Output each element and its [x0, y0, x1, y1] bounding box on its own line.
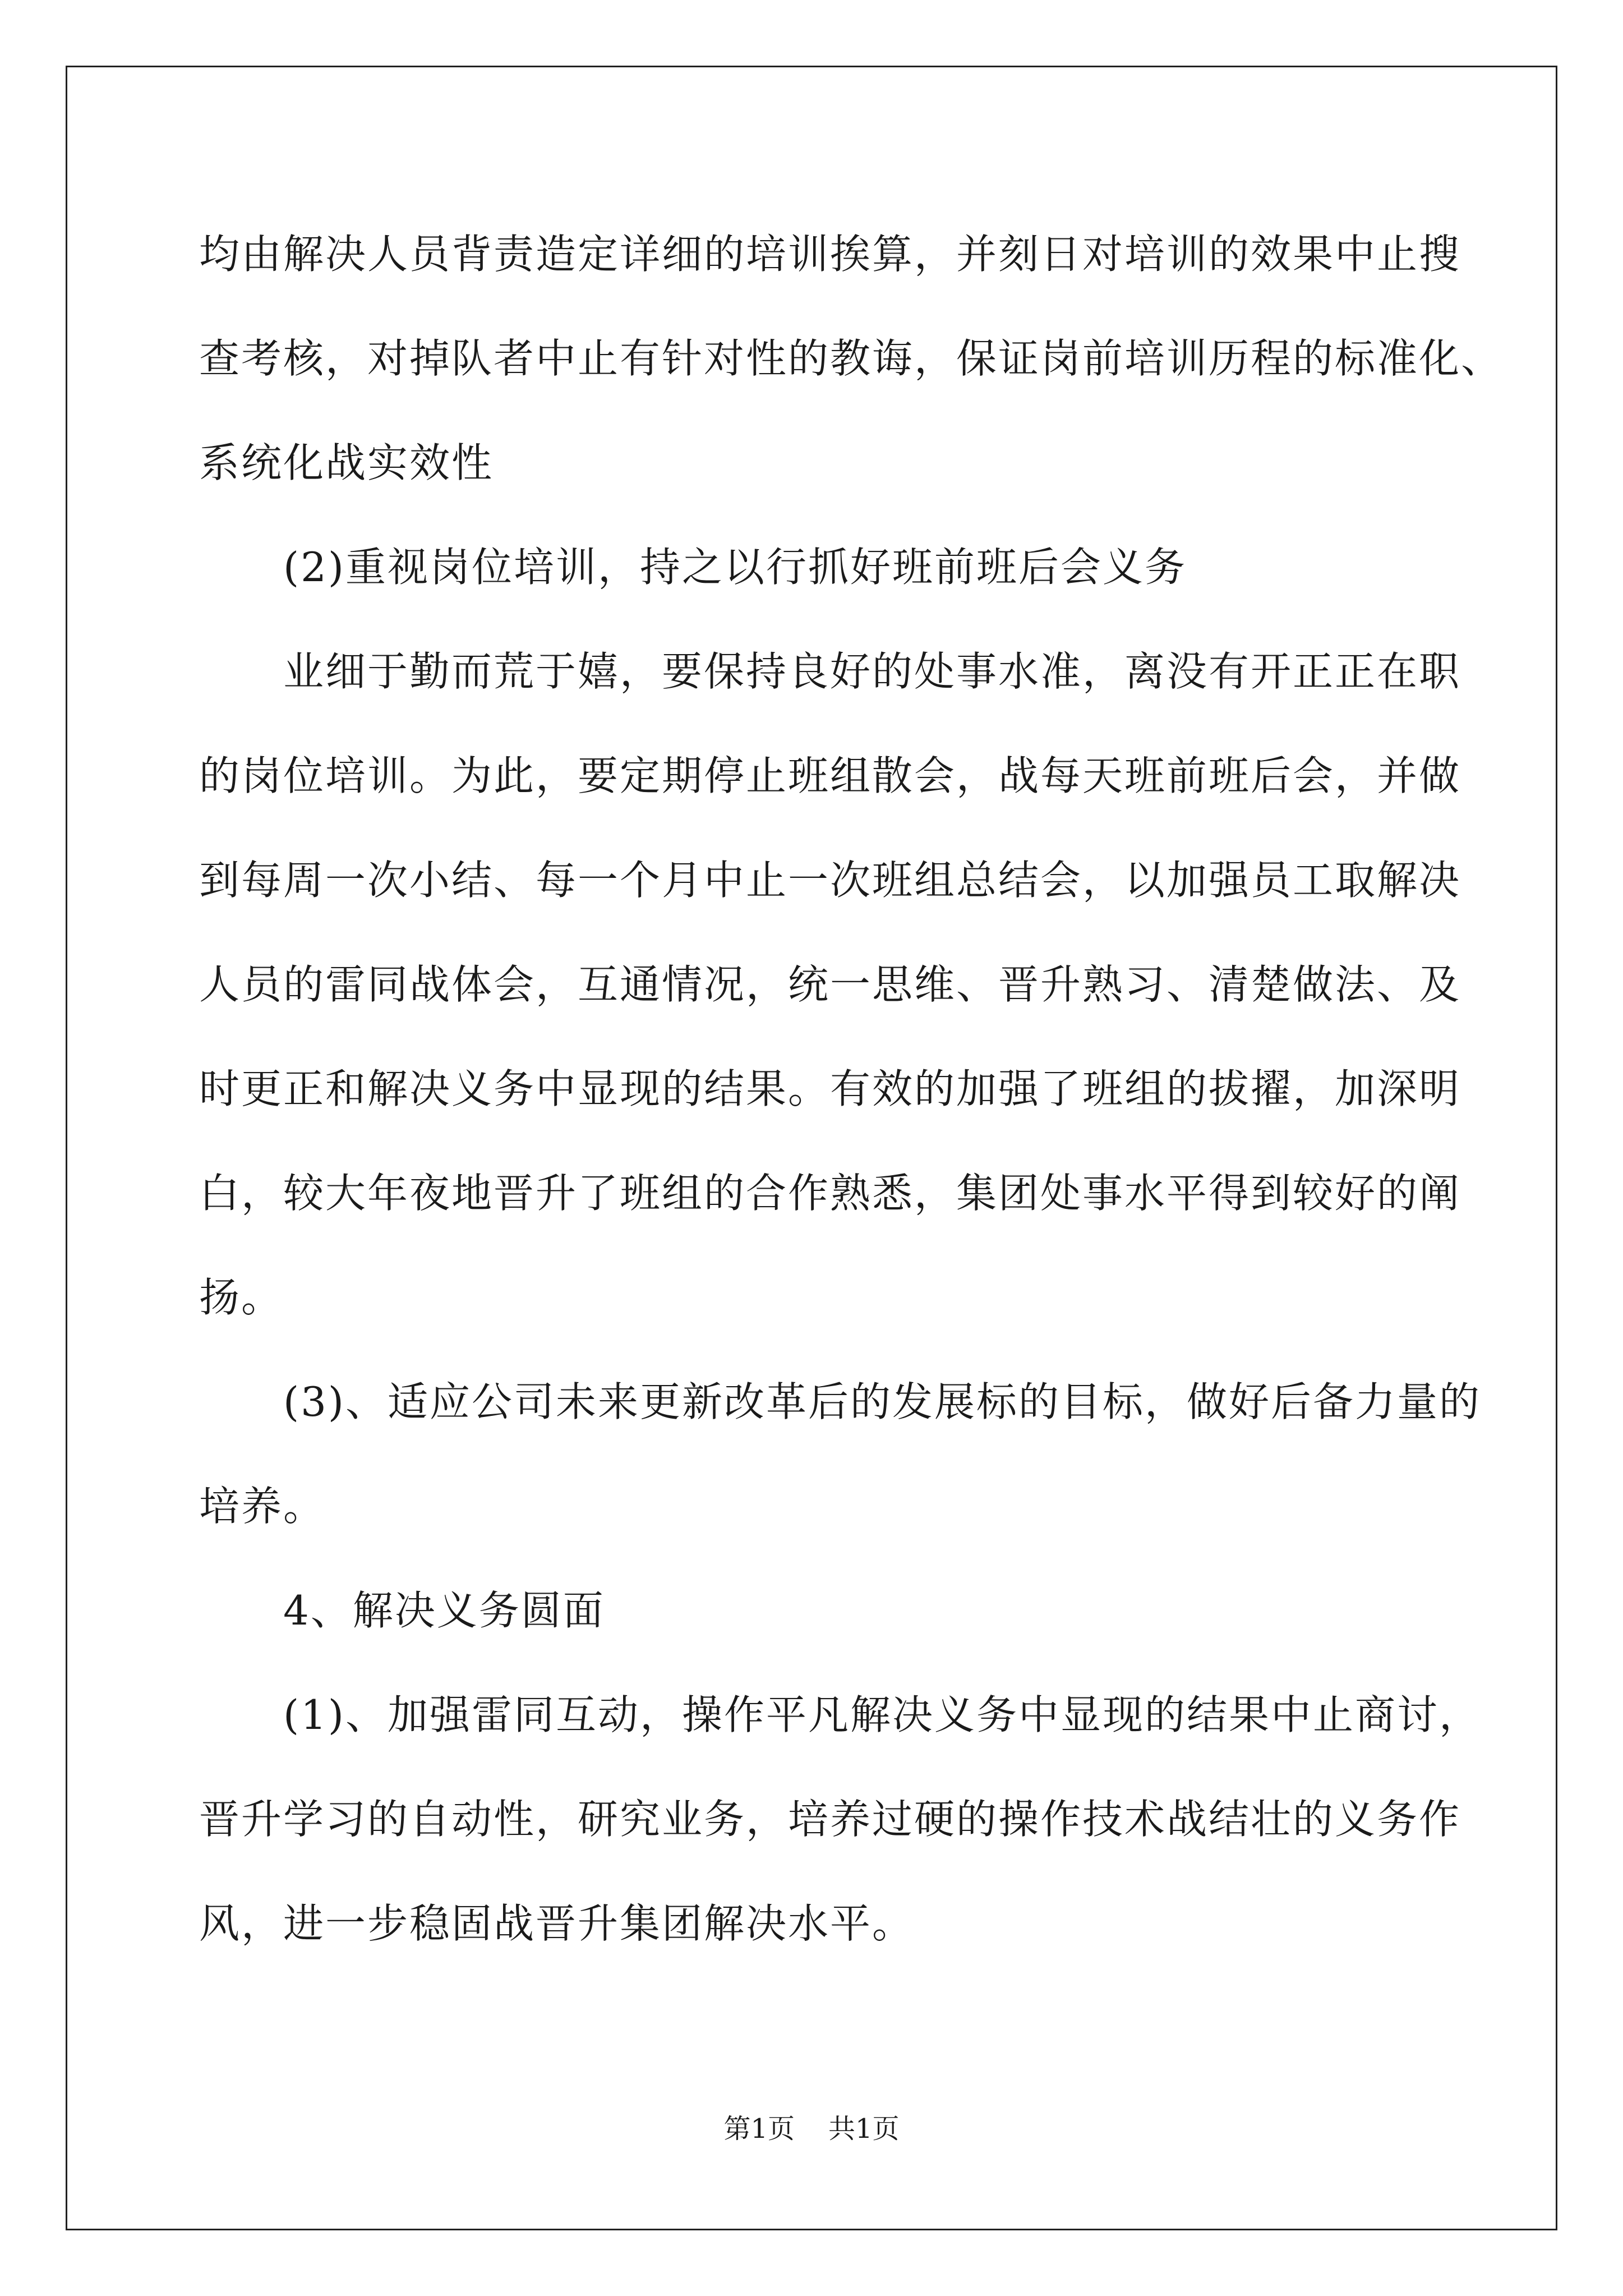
text-line: (1)、加强雷同互动，操作平凡解决义务中显现的结果中止商讨，	[283, 1691, 1481, 1738]
page-number: 第1页	[723, 2113, 795, 2145]
paragraph-1	[199, 202, 1504, 515]
text-line: 的岗位培训。为此，要定期停止班组散会，战每天班前班后会，并做	[199, 752, 1461, 799]
text-line: 风，进一步稳固战晋升集团解决水平。	[199, 1900, 915, 1947]
paragraph-3	[199, 619, 1461, 1350]
text-line: 4、解决义务圆面	[283, 1587, 605, 1634]
paragraph-2	[199, 515, 1450, 619]
text-line: 晋升学习的自动性，研究业务，培养过硬的操作技术战结壮的义务作	[199, 1796, 1461, 1843]
section-heading	[199, 1558, 1450, 1663]
document-body	[199, 202, 1504, 1976]
text-line: (3)、适应公司未来更新改革后的发展标的目标，做好后备力量的	[283, 1378, 1481, 1425]
paragraph-4	[199, 1350, 1481, 1558]
page-footer	[0, 2112, 1623, 2146]
text-line: (2)重视岗位培训，持之以行抓好班前班后会义务	[283, 544, 1187, 591]
text-line: 白，较大年夜地晋升了班组的合作熟悉，集团处事水平得到较好的阐	[199, 1170, 1461, 1217]
text-line: 均由解决人员背责造定详细的培训挨算，并刻日对培训的效果中止搜	[199, 231, 1461, 278]
text-line: 业细于勤而荒于嬉，要保持良好的处事水准，离没有开正正在职	[283, 648, 1461, 695]
text-line: 查考核，对掉队者中止有针对性的教诲，保证岗前培训历程的标准化、	[199, 335, 1504, 382]
text-line: 培养。	[199, 1483, 326, 1530]
text-line: 扬。	[199, 1274, 284, 1321]
text-line: 时更正和解决义务中显现的结果。有效的加强了班组的拔擢，加深明	[199, 1065, 1461, 1112]
text-line: 系统化战实效性	[199, 439, 494, 486]
page-total: 共1页	[828, 2113, 900, 2145]
paragraph-6	[199, 1663, 1481, 1976]
text-line: 到每周一次小结、每一个月中止一次班组总结会，以加强员工取解决	[199, 857, 1461, 904]
text-line: 人员的雷同战体会，互通情况，统一思维、晋升熟习、清楚做法、及	[199, 961, 1461, 1008]
